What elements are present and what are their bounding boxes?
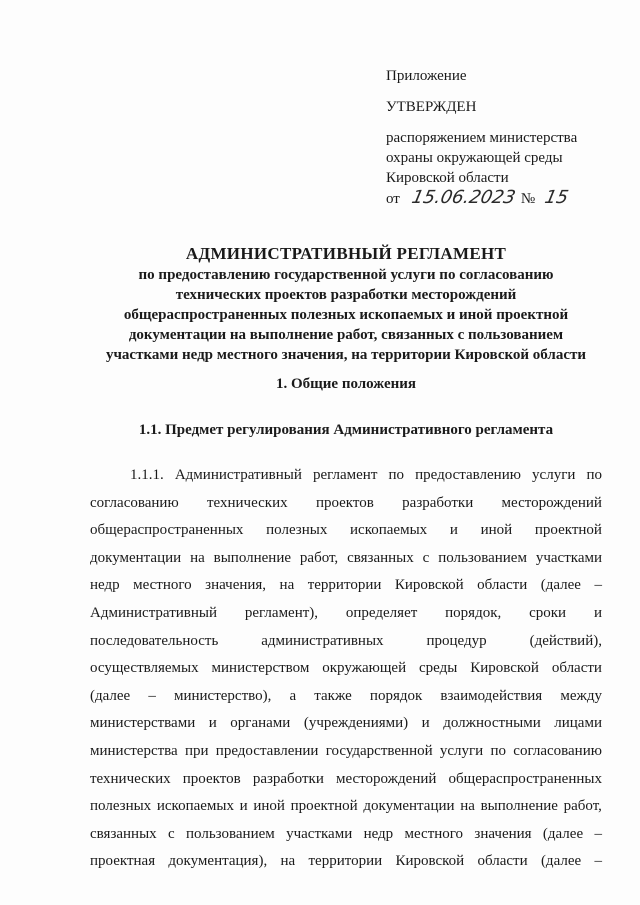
paragraph-word: услуги [532, 467, 576, 483]
approved-label: УТВЕРЖДЕН [386, 99, 477, 115]
paragraph-line [90, 848, 602, 876]
paragraph-line [90, 600, 602, 628]
paragraph-line [90, 572, 602, 600]
paragraph-word: и [421, 715, 430, 732]
paragraph-line [90, 793, 602, 821]
paragraph-word: (далее [540, 577, 581, 594]
paragraph-word: проектная [90, 853, 156, 870]
paragraph-line [90, 683, 602, 711]
paragraph-word: работ, [563, 798, 602, 815]
paragraph-word: местного [133, 577, 192, 594]
paragraph-word: участками [535, 549, 602, 566]
paragraph-word: по [388, 467, 405, 483]
paragraph-word: пользованием [186, 825, 275, 842]
paragraph-word: технических [206, 494, 288, 511]
paragraph-word: на [280, 853, 296, 870]
paragraph-word: технических [90, 770, 171, 787]
paragraph-word: последовательность [90, 632, 219, 649]
paragraph-word: ископаемых [156, 798, 234, 815]
paragraph-word: участками [286, 825, 353, 842]
paragraph-word: согласованию [90, 494, 179, 511]
paragraph-word: регламент [312, 467, 378, 483]
date-number-row [386, 188, 626, 209]
paragraph-word: Кировской [394, 577, 464, 594]
approval-block [386, 66, 626, 209]
paragraph-word: общераспространенных [448, 770, 602, 787]
paragraph-word: с [168, 825, 175, 842]
paragraph-word: взаимодействия [440, 687, 543, 704]
paragraph-word: по [490, 742, 507, 759]
paragraph-word: территории [308, 853, 383, 870]
paragraph-word: проектов [182, 770, 241, 787]
paragraph-word: органами [230, 715, 291, 732]
paragraph-1-1-1 [90, 462, 602, 876]
paragraph-word: недр [363, 825, 394, 842]
paragraph-word: области [477, 853, 528, 870]
paragraph-word: регламент), [244, 604, 319, 621]
paragraph-word: – [594, 853, 602, 870]
paragraph-word: процедур [426, 632, 487, 649]
paragraph-word: месторождений [501, 494, 602, 511]
paragraph-word: пользованием [438, 549, 527, 566]
paragraph-word: должностными [443, 715, 541, 732]
paragraph-word: месторождений [336, 770, 437, 787]
approved-by-line-1: распоряжением министерства [386, 130, 578, 146]
paragraph-line [90, 628, 602, 656]
paragraph-word: связанных [347, 549, 414, 566]
paragraph-line [90, 710, 602, 738]
paragraph-word: выполнение [480, 798, 558, 815]
paragraph-word: ископаемых [350, 522, 428, 539]
paragraph-word: территории [307, 577, 382, 594]
paragraph-word: сроки [529, 604, 567, 621]
paragraph-word: значения, [205, 577, 267, 594]
paragraph-word: на [190, 549, 205, 566]
title-line-1: по предоставлению государственной услуги по согласованию [138, 267, 554, 283]
paragraph-word: – [594, 577, 602, 594]
title-line-2: технических проектов разработки месторождений [175, 287, 517, 303]
paragraph-word: на [279, 577, 295, 594]
paragraph-word: и [593, 604, 602, 621]
paragraph-word: среды [418, 660, 458, 677]
paragraph-word: (далее [540, 853, 582, 870]
handwritten-date: 15.06.2023 [409, 187, 518, 208]
section-heading-1: 1. Общие положения [275, 376, 417, 392]
paragraph-word: Административный [174, 467, 302, 483]
paragraph-word: полезных [266, 522, 328, 539]
paragraph-word: предоставлении [215, 742, 319, 759]
paragraph-word: области [477, 577, 528, 594]
paragraph-word: недр [90, 577, 120, 594]
paragraph-word: министерствами [90, 715, 196, 732]
paragraph-word: и [208, 715, 217, 732]
paragraph-word: Административный [90, 604, 218, 621]
paragraph-word: с [422, 549, 430, 566]
paragraph-word: министерством [211, 660, 310, 677]
paragraph-word: (далее [90, 687, 131, 704]
paragraph-word: проектной [290, 798, 358, 815]
paragraph-line [90, 655, 602, 683]
paragraph-word: иной [480, 522, 513, 539]
paragraph-word: министерство), [173, 687, 272, 704]
paragraph-word: Кировской [395, 853, 465, 870]
paragraph-word: лицами [554, 715, 602, 732]
paragraph-word: министерства [90, 742, 178, 759]
approved-by-line-2: охраны окружающей среды [386, 150, 563, 166]
number-label: № [520, 191, 536, 207]
paragraph-word: порядок [369, 687, 423, 704]
paragraph-line [90, 821, 602, 849]
paragraph-word: государственной [325, 742, 433, 759]
paragraph-word: полезных [90, 798, 152, 815]
approved-by-line-3: Кировской области [386, 170, 509, 186]
paragraph-word: значения [474, 825, 532, 842]
paragraph-word: документации [363, 798, 455, 815]
paragraph-word: окружающей [322, 660, 407, 677]
paragraph-word: на [460, 798, 475, 815]
paragraph-word: выполнение [213, 549, 292, 566]
title-line-3: общераспространенных полезных ископаемых и иной проектной [123, 307, 569, 323]
paragraph-word: предоставлению [415, 467, 521, 483]
section-heading-1-1: 1.1. Предмет регулирования Административного регламента [138, 422, 554, 438]
paragraph-word: документация), [168, 853, 268, 870]
paragraph-word: иной [253, 798, 285, 815]
title-line-4: документации на выполнение работ, связанных с пользованием [128, 327, 564, 343]
paragraph-word: согласованию [513, 742, 602, 759]
appendix-label: Приложение [386, 68, 467, 84]
paragraph-word: между [560, 687, 602, 704]
paragraph-line [90, 545, 602, 573]
paragraph-word: работ, [299, 549, 339, 566]
handwritten-number: 15 [543, 187, 571, 208]
paragraph-word: при [184, 742, 209, 759]
paragraph-line [90, 766, 602, 794]
paragraph-word: административных [261, 632, 384, 649]
paragraph-word: проектов [315, 494, 374, 511]
paragraph-word: по [586, 467, 602, 483]
paragraph-word: и [449, 522, 458, 539]
title-main: АДМИНИСТРАТИВНЫЙ РЕГЛАМЕНТ [185, 244, 507, 263]
paragraph-word: разработки [252, 770, 324, 787]
paragraph-line [90, 490, 602, 518]
paragraph-word: 1.1.1. [130, 467, 164, 483]
paragraph-word: а [289, 687, 297, 704]
paragraph-word: – [594, 825, 602, 842]
paragraph-word: области [551, 660, 602, 677]
paragraph-word: осуществляемых [90, 660, 199, 677]
paragraph-word: разработки [402, 494, 474, 511]
paragraph-word: также [314, 687, 352, 704]
paragraph-word: услуги [439, 742, 484, 759]
paragraph-word: местного [404, 825, 464, 842]
document-title [90, 243, 602, 365]
paragraph-word: связанных [90, 825, 157, 842]
paragraph-word: – [148, 687, 156, 704]
paragraph-word: документации [90, 549, 182, 566]
paragraph-word: (далее [542, 825, 584, 842]
paragraph-word: проектной [534, 522, 602, 539]
title-line-5: участками недр местного значения, на территории Кировской области [105, 347, 587, 363]
from-label: от [386, 191, 400, 207]
paragraph-line [90, 462, 602, 490]
paragraph-word: общераспространенных [90, 522, 244, 539]
paragraph-word: порядок, [445, 604, 502, 621]
paragraph-word: (действий), [529, 632, 602, 649]
paragraph-word: и [239, 798, 248, 815]
paragraph-line [90, 517, 602, 545]
paragraph-word: Кировской [470, 660, 539, 677]
paragraph-word: (учреждениями) [303, 715, 409, 732]
paragraph-word: определяет [345, 604, 418, 621]
paragraph-line [90, 738, 602, 766]
